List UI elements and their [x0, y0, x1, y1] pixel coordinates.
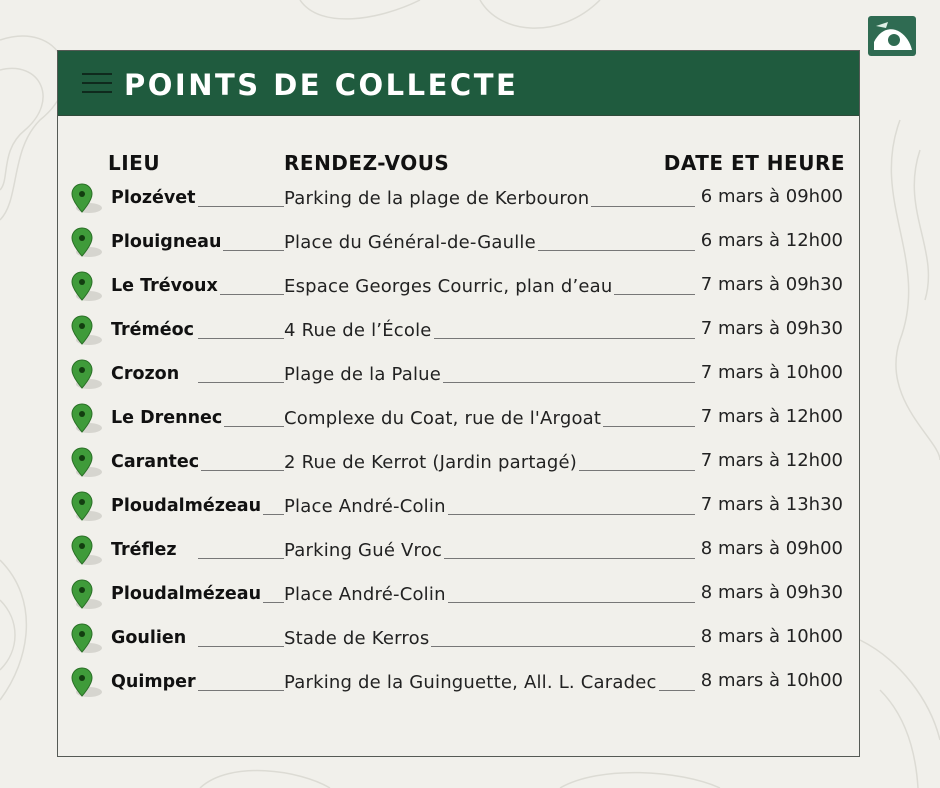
list-item: [58, 359, 859, 395]
list-item: [58, 535, 859, 571]
list-item: [58, 183, 859, 219]
row-rendez-vous: Parking de la Guinguette, All. L. Caradec: [284, 672, 657, 693]
row-date-heure: 8 mars à 09h30: [695, 582, 843, 603]
row-date-heure: 8 mars à 09h00: [695, 538, 843, 559]
map-pin-icon: [70, 271, 104, 303]
row-date-heure: 8 mars à 10h00: [695, 670, 843, 691]
row-lieu: Ploudalmézeau: [111, 584, 262, 604]
row-rendez-vous: Espace Georges Courric, plan d’eau: [284, 276, 613, 297]
dotted-leader: [198, 206, 284, 207]
row-lieu: Goulien: [111, 628, 187, 648]
row-rendez-vous: Place du Général-de-Gaulle: [284, 232, 536, 253]
map-pin-icon: [70, 667, 104, 699]
list-item: [58, 623, 859, 659]
row-date-heure: 7 mars à 10h00: [695, 362, 843, 383]
row-lieu: Le Trévoux: [111, 276, 218, 296]
list-item: [58, 315, 859, 351]
row-date-heure: 7 mars à 13h30: [695, 494, 843, 515]
column-header-lieu: LIEU: [108, 151, 161, 175]
map-pin-icon: [70, 403, 104, 435]
row-lieu: Quimper: [111, 672, 196, 692]
row-lieu: Crozon: [111, 364, 180, 384]
list-item: [58, 227, 859, 263]
row-date-heure: 6 mars à 12h00: [695, 230, 843, 251]
map-pin-icon: [70, 227, 104, 259]
row-rendez-vous: 4 Rue de l’École: [284, 320, 432, 341]
row-rendez-vous: Place André-Colin: [284, 496, 446, 517]
list-item: [58, 271, 859, 307]
row-rendez-vous: Plage de la Palue: [284, 364, 442, 385]
dotted-leader: [198, 382, 284, 383]
row-rendez-vous: 2 Rue de Kerrot (Jardin partagé): [284, 452, 578, 473]
map-pin-icon: [70, 491, 104, 523]
map-pin-icon: [70, 359, 104, 391]
collection-points-card: [57, 50, 860, 757]
map-pin-icon: [70, 183, 104, 215]
map-pin-icon: [70, 579, 104, 611]
list-item: [58, 667, 859, 703]
dotted-leader: [198, 470, 284, 471]
dotted-leader: [198, 338, 284, 339]
map-pin-icon: [70, 315, 104, 347]
column-header-date-heure: DATE ET HEURE: [663, 151, 845, 175]
row-lieu: Carantec: [111, 452, 200, 472]
map-pin-icon: [70, 535, 104, 567]
card-header: [58, 51, 859, 116]
row-lieu: Ploudalmézeau: [111, 496, 262, 516]
row-rendez-vous: Parking de la plage de Kerbouron: [284, 188, 590, 209]
row-date-heure: 7 mars à 09h30: [695, 274, 843, 295]
row-date-heure: 8 mars à 10h00: [695, 626, 843, 647]
row-rendez-vous: Place André-Colin: [284, 584, 446, 605]
row-lieu: Plozévet: [111, 188, 196, 208]
dotted-leader: [198, 558, 284, 559]
row-date-heure: 7 mars à 12h00: [695, 406, 843, 427]
row-lieu: Le Drennec: [111, 408, 223, 428]
row-lieu: Plouigneau: [111, 232, 222, 252]
row-rendez-vous: Parking Gué Vroc: [284, 540, 443, 561]
page-title: POINTS DE COLLECTE: [124, 68, 519, 102]
dotted-leader: [198, 646, 284, 647]
row-rendez-vous: Complexe du Coat, rue de l'Argoat: [284, 408, 602, 429]
map-pin-icon: [70, 623, 104, 655]
list-item: [58, 447, 859, 483]
list-item: [58, 491, 859, 527]
row-date-heure: 7 mars à 09h30: [695, 318, 843, 339]
list-item: [58, 403, 859, 439]
list-item: [58, 579, 859, 615]
row-date-heure: 7 mars à 12h00: [695, 450, 843, 471]
row-date-heure: 6 mars à 09h00: [695, 186, 843, 207]
row-lieu: Tréflez: [111, 540, 177, 560]
row-lieu: Tréméoc: [111, 320, 195, 340]
association-logo: [866, 12, 918, 60]
row-rendez-vous: Stade de Kerros: [284, 628, 430, 649]
column-header-rendez-vous: RENDEZ-VOUS: [284, 151, 450, 175]
hamburger-icon[interactable]: [82, 73, 112, 95]
map-pin-icon: [70, 447, 104, 479]
dotted-leader: [198, 690, 284, 691]
